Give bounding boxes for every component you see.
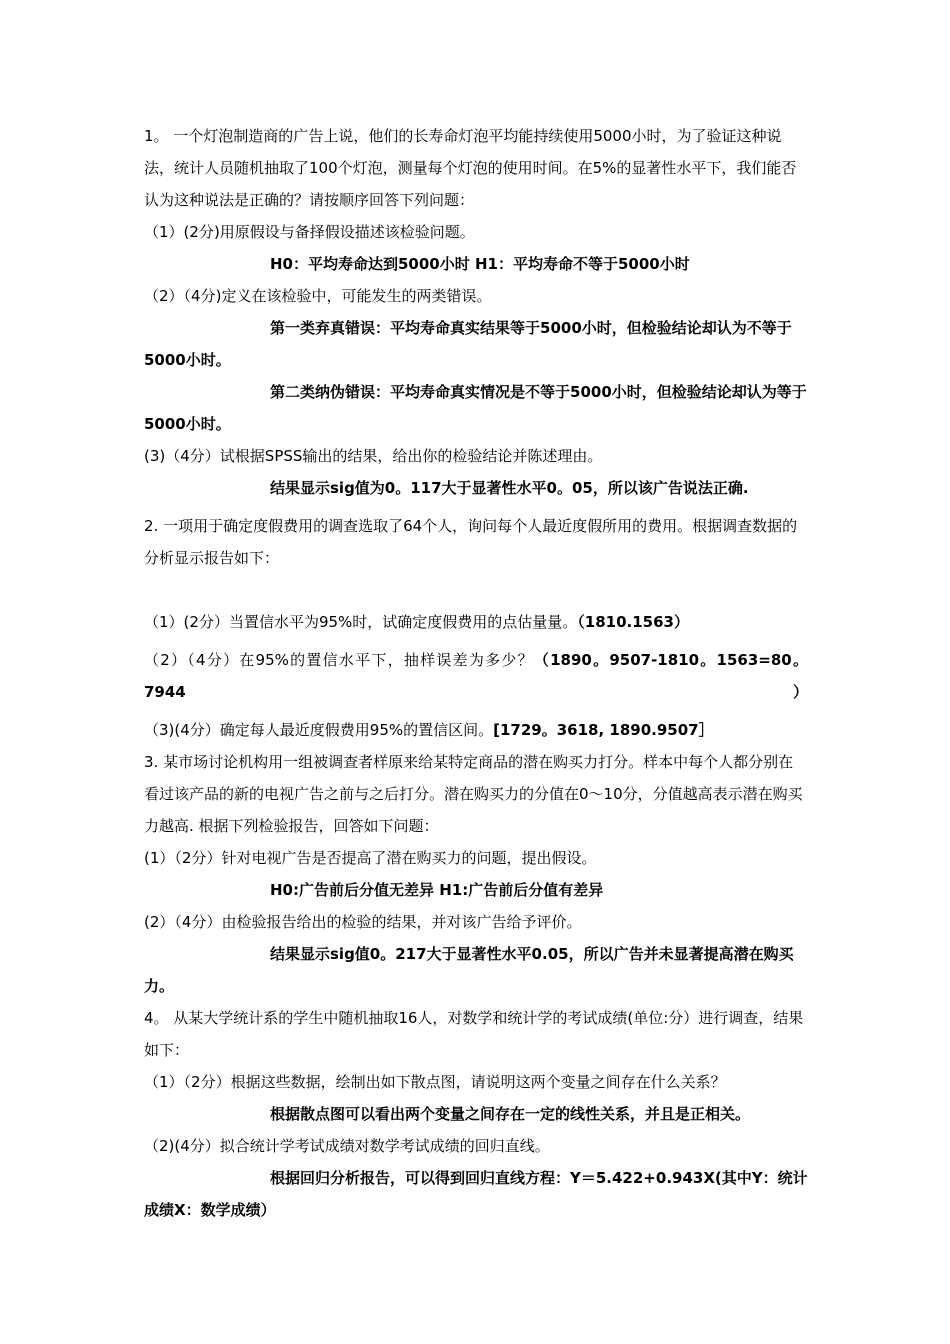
q2-part3-line — [144, 714, 808, 746]
q3-part1: (1）（2分）针对电视广告是否提高了潜在购买力的问题，提出假设。 — [144, 849, 597, 867]
q1-stem: 1。 一个灯泡制造商的广告上说，他们的长寿命灯泡平均能持续使用5000小时，为了验证这种说法，统计人员随机抽取了100个灯泡，测量每个灯泡的使用时间。在5%的显著性水平下，我们能否认为这种说法是正确的？请按顺序回答下列问题： — [144, 127, 797, 209]
q3-stem: 3. 某市场讨论机构用一组被调查者样原来给某特定商品的潜在购买力打分。样本中每个人都分别在看过该产品的新的电视广告之前与之后打分。潜在购买力的分值在0～10分，分值越高表示潜在购买力越高. 根据下列检验报告，回答如下问题： — [144, 753, 803, 835]
q2-answer1: （1810.1563） — [577, 613, 689, 631]
q1-answer2b: 第二类纳伪错误：平均寿命真实情况是不等于5000小时，但检验结论却认为等于5000小时。 — [144, 383, 807, 433]
q2-part1: （1）(2分）当置信水平为95%时，试确定度假费用的点估量量。 — [144, 613, 578, 631]
q2-part1-line — [144, 606, 808, 638]
q2-answer2: （1890。9507-1810。1563=80。7944） — [144, 651, 808, 701]
q2-part2: （2）（4分）在95%的置信水平下，抽样误差为多少？ — [144, 651, 534, 669]
document-body — [144, 120, 808, 1226]
q4-answer1: 根据散点图可以看出两个变量之间存在一定的线性关系，并且是正相关。 — [270, 1105, 751, 1123]
q3-answer2: 结果显示sig值0。217大于显著性水平0.05，所以广告并未显著提高潜在购买力。 — [144, 945, 794, 995]
q4-answer2: 根据回归分析报告，可以得到回归直线方程：Y＝5.422+0.943X(其中Y：统计成绩X：数学成绩） — [144, 1169, 808, 1219]
q3-answer1: H0:广告前后分值无差异 H1:广告前后分值有差异 — [270, 881, 604, 899]
q3-part2: (2）（4分）由检验报告给出的检验的结果，并对该广告给予评价。 — [144, 913, 582, 931]
q2-part3: （3)(4分）确定每人最近度假费用95%的置信区间。 — [144, 721, 494, 739]
q1-answer2a: 第一类弃真错误：平均寿命真实结果等于5000小时，但检验结论却认为不等于5000小时。 — [144, 319, 792, 369]
q4-part2: （2)(4分）拟合统计学考试成绩对数学考试成绩的回归直线。 — [144, 1137, 550, 1155]
q2-part2-line — [144, 644, 808, 708]
q1-part2: （2）（4分)定义在该检验中，可能发生的两类错误。 — [144, 287, 492, 305]
q4-stem: 4。 从某大学统计系的学生中随机抽取16人，对数学和统计学的考试成绩(单位:分）进行调查，结果如下： — [144, 1009, 804, 1059]
q1-answer3: 结果显示sig值为0。117大于显著性水平0。05，所以该广告说法正确. — [270, 479, 749, 497]
q1-part1: （1）(2分)用原假设与备择假设描述该检验问题。 — [144, 223, 475, 241]
q2-stem: 2. 一项用于确定度假费用的调查选取了64个人，询问每个人最近度假所用的费用。根据调查数据的分析显示报告如下： — [144, 517, 798, 567]
q1-answer1: H0：平均寿命达到5000小时 H1：平均寿命不等于5000小时 — [270, 255, 690, 273]
q2-answer3: [1729。3618, 1890.9507］ — [493, 721, 714, 739]
q4-part1: （1）（2分）根据这些数据，绘制出如下散点图，请说明这两个变量之间存在什么关系？ — [144, 1073, 726, 1091]
q1-part3: (3)（4分）试根据SPSS输出的结果，给出你的检验结论并陈述理由。 — [144, 447, 603, 465]
